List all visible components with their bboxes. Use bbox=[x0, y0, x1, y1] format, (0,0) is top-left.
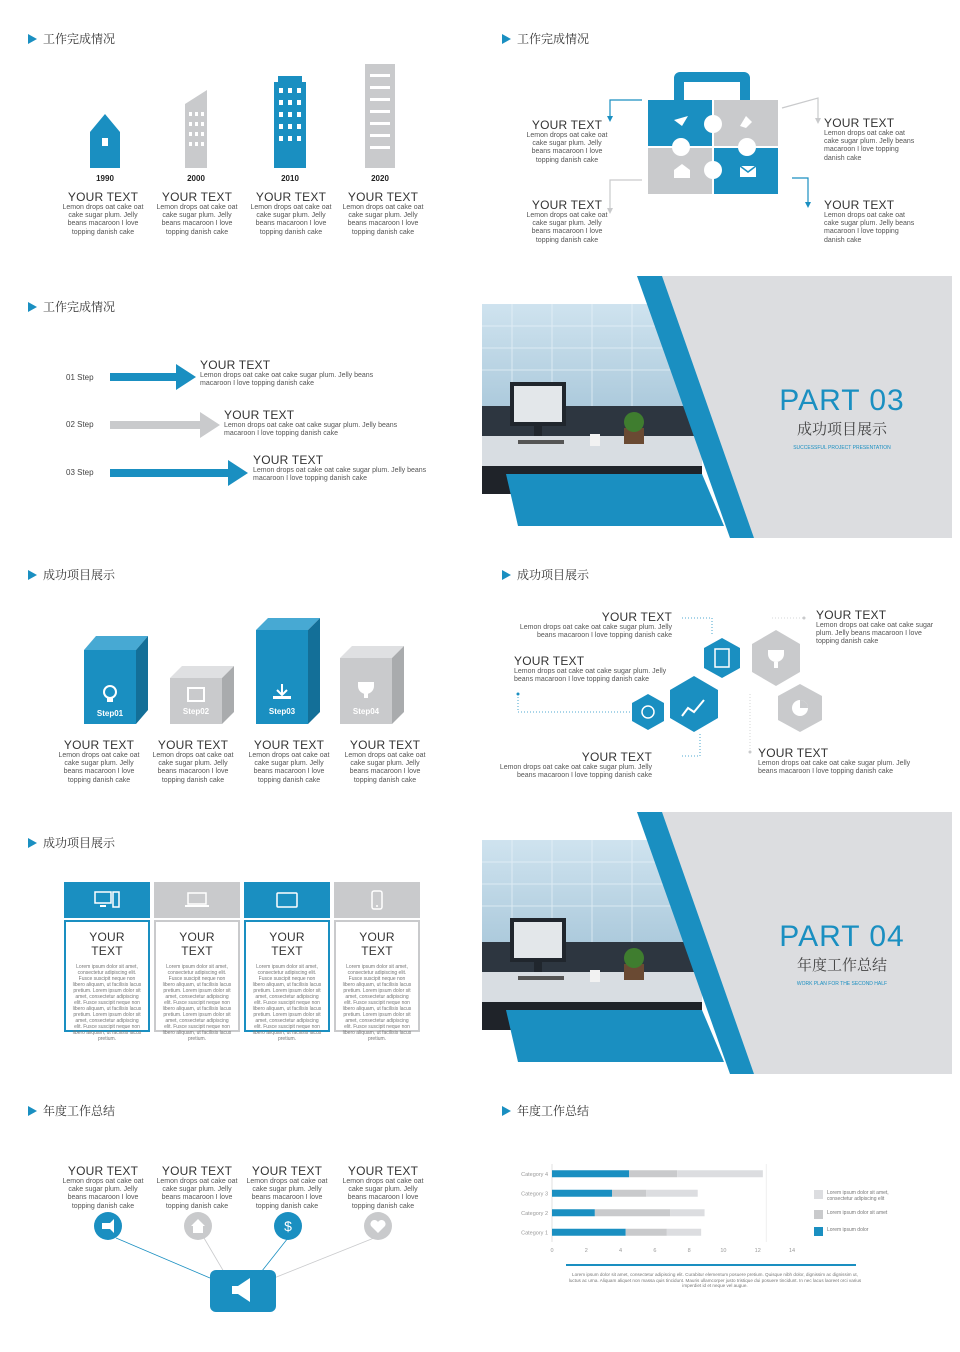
slide-project-cubes bbox=[8, 544, 478, 806]
heading-marker-icon bbox=[28, 570, 37, 580]
heading-marker-icon bbox=[28, 302, 37, 312]
part-english-subtitle: WORK PLAN FOR THE SECOND HALF bbox=[796, 981, 888, 987]
card-phone: YOUR TEXT Lorem ipsum dolor sit amet, consectetur adipiscing elit. Fusce suscipit neque non libero aliquam, ut facilisis lacus pretium. Lorem ipsum dolor sit amet, consectetur adipiscing elit. Fusce suscipit neque non libero aliquam, ut facilisis lacus pretium. Lorem ipsum dolor sit amet, consectetur adipiscing elit. Fusce suscipit neque non libero aliquam, ut facilisis lacus pretium. bbox=[334, 882, 420, 1032]
building-medium-icon bbox=[185, 90, 207, 168]
text-block: YOUR TEXT Lemon drops oat cake oat cake sugar plum. Jelly beans macaroon I love topping danish cake bbox=[499, 750, 652, 780]
text-block: YOUR TEXT Lemon drops oat cake oat cake sugar plum. Jelly beans macaroon I love topping danish cake bbox=[156, 190, 238, 236]
step-label: 03 Step bbox=[66, 468, 94, 477]
text-block: YOUR TEXT Lemon drops oat cake oat cake sugar plum. Jelly beans macaroon I love topping danish cake bbox=[526, 198, 608, 244]
category-label: Category 1 bbox=[521, 1230, 548, 1237]
legend-item bbox=[814, 1190, 904, 1202]
text-block: YOUR TEXT Lemon drops oat cake oat cake sugar plum. Jelly beans macaroon I love topping danish cake bbox=[62, 1164, 144, 1210]
year-label: 2010 bbox=[281, 174, 299, 183]
text-block: YOUR TEXT Lemon drops oat cake oat cake sugar plum. Jelly beans macaroon I love topping danish cake bbox=[824, 198, 915, 244]
building-tall-icon bbox=[274, 76, 306, 168]
x-tick-label: 2 bbox=[584, 1248, 588, 1254]
svg-text:$: $ bbox=[284, 1218, 292, 1234]
text-block: YOUR TEXT Lemon drops oat cake oat cake sugar plum. Jelly beans macaroon I love topping danish cake bbox=[156, 1164, 238, 1210]
bar-segment bbox=[612, 1190, 646, 1197]
desktop-computer-icon bbox=[94, 890, 120, 910]
bar-segment bbox=[552, 1229, 626, 1236]
x-tick-label: 0 bbox=[550, 1248, 554, 1254]
year-label: 2020 bbox=[371, 174, 389, 183]
slide-part-04 bbox=[482, 812, 952, 1074]
text-block: YOUR TEXT Lemon drops oat cake oat cake sugar plum. Jelly beans macaroon I love topping danish cake bbox=[824, 116, 915, 162]
x-tick-label: 14 bbox=[788, 1248, 796, 1254]
slide-heading: 年度工作总结 bbox=[28, 1102, 115, 1119]
building-skyscraper-icon bbox=[365, 64, 395, 168]
legend-swatch bbox=[814, 1227, 823, 1236]
stacked-bar-chart bbox=[512, 1158, 802, 1258]
card-laptop: YOUR TEXT Lorem ipsum dolor sit amet, consectetur adipiscing elit. Fusce suscipit neque non libero aliquam, ut facilisis lacus pretium. Lorem ipsum dolor sit amet, consectetur adipiscing elit. Fusce suscipit neque non libero aliquam, ut facilisis lacus pretium. Lorem ipsum dolor sit amet, consectetur adipiscing elit. Fusce suscipit neque non libero aliquam, ut facilisis lacus pretium. bbox=[154, 882, 240, 1032]
cube-label: Step03 bbox=[268, 707, 296, 716]
laptop-icon bbox=[184, 891, 210, 909]
year-label: 2000 bbox=[187, 174, 205, 183]
heading-marker-icon bbox=[28, 34, 37, 44]
slide-summary-hub bbox=[8, 1080, 478, 1342]
card-desktop: YOUR TEXT Lorem ipsum dolor sit amet, consectetur adipiscing elit. Fusce suscipit neque non libero aliquam, ut facilisis lacus pretium. Lorem ipsum dolor sit amet, consectetur adipiscing elit. Fusce suscipit neque non libero aliquam, ut facilisis lacus pretium. Lorem ipsum dolor sit amet, consectetur adipiscing elit. Fusce suscipit neque non libero aliquam, ut facilisis lacus pretium. bbox=[64, 882, 150, 1032]
text-block: YOUR TEXT Lemon drops oat cake oat cake sugar plum. Jelly beans macaroon I love topping danish cake bbox=[62, 190, 144, 236]
part-chinese-title: 成功项目展示 bbox=[796, 421, 887, 438]
step-label: 02 Step bbox=[66, 420, 94, 429]
text-block: YOUR TEXT Lemon drops oat cake oat cake sugar plum. Jelly beans macaroon I love topping danish cake bbox=[519, 610, 672, 640]
part-title-block bbox=[772, 920, 912, 987]
cube-label: Step04 bbox=[352, 707, 380, 716]
part-title-block bbox=[772, 384, 912, 451]
text-block: YOUR TEXT Lemon drops oat cake oat cake sugar plum. Jelly beans macaroon I love topping danish cake bbox=[816, 608, 934, 646]
text-block: YOUR TEXT Lemon drops oat cake oat cake sugar plum. Jelly beans macaroon I love topping danish cake bbox=[342, 1164, 424, 1210]
x-tick-label: 6 bbox=[653, 1248, 657, 1254]
text-block: YOUR TEXT Lemon drops oat cake oat cake sugar plum. Jelly beans macaroon I love topping danish cake bbox=[58, 738, 140, 784]
bar-segment bbox=[626, 1229, 667, 1236]
slide-part-03 bbox=[482, 276, 952, 538]
heading-marker-icon bbox=[28, 838, 37, 848]
slide-project-cards bbox=[8, 812, 478, 1074]
slide-summary-chart bbox=[482, 1080, 952, 1342]
slide-work-steps bbox=[8, 276, 478, 538]
bar-segment bbox=[552, 1190, 612, 1197]
text-block: YOUR TEXT Lemon drops oat cake oat cake sugar plum. Jelly beans macaroon I love topping danish cake bbox=[253, 453, 427, 483]
bar-segment bbox=[552, 1209, 595, 1216]
text-block: YOUR TEXT Lemon drops oat cake oat cake sugar plum. Jelly beans macaroon I love topping danish cake bbox=[342, 190, 424, 236]
bar-segment bbox=[629, 1170, 677, 1177]
card-tablet: YOUR TEXT Lorem ipsum dolor sit amet, consectetur adipiscing elit. Fusce suscipit neque non libero aliquam, ut facilisis lacus pretium. Lorem ipsum dolor sit amet, consectetur adipiscing elit. Fusce suscipit neque non libero aliquam, ut facilisis lacus pretium. Lorem ipsum dolor sit amet, consectetur adipiscing elit. Fusce suscipit neque non libero aliquam, ut facilisis lacus pretium. bbox=[244, 882, 330, 1032]
bar-segment bbox=[646, 1190, 697, 1197]
slide-heading: 成功项目展示 bbox=[28, 566, 115, 583]
x-tick-label: 4 bbox=[619, 1248, 623, 1254]
heading-marker-icon bbox=[502, 1106, 511, 1116]
bar-segment bbox=[670, 1209, 704, 1216]
text-block: YOUR TEXT Lemon drops oat cake oat cake sugar plum. Jelly beans macaroon I love topping danish cake bbox=[250, 190, 332, 236]
cube-label: Step02 bbox=[182, 707, 210, 716]
bar-segment bbox=[677, 1170, 763, 1177]
part-number: PART 04 bbox=[779, 920, 905, 953]
slide-heading: 工作完成情况 bbox=[28, 30, 115, 47]
bar-segment bbox=[667, 1229, 701, 1236]
text-block: YOUR TEXT Lemon drops oat cake oat cake sugar plum. Jelly beans macaroon I love topping danish cake bbox=[758, 746, 911, 776]
category-label: Category 3 bbox=[521, 1191, 548, 1198]
step-arrow-blue bbox=[110, 364, 196, 390]
mobile-phone-icon bbox=[370, 890, 384, 910]
cube-step02 bbox=[170, 664, 234, 726]
bar-segment bbox=[552, 1170, 629, 1177]
slide-heading: 工作完成情况 bbox=[502, 30, 589, 47]
legend-swatch bbox=[814, 1190, 823, 1199]
legend-swatch bbox=[814, 1210, 823, 1219]
step-arrow-gray bbox=[110, 412, 220, 438]
slide-heading: 年度工作总结 bbox=[502, 1102, 589, 1119]
hub-connectors bbox=[8, 1080, 478, 1342]
step-label: 01 Step bbox=[66, 373, 94, 382]
slide-work-briefcase bbox=[482, 8, 952, 270]
category-label: Category 4 bbox=[521, 1171, 548, 1178]
text-block: YOUR TEXT Lemon drops oat cake oat cake sugar plum. Jelly beans macaroon I love topping danish cake bbox=[248, 738, 330, 784]
cube-label: Step01 bbox=[96, 709, 124, 718]
part-chinese-title: 年度工作总结 bbox=[796, 957, 887, 974]
part-english-subtitle: SUCCESSFUL PROJECT PRESENTATION bbox=[793, 445, 891, 451]
slide-project-hexagons bbox=[482, 544, 952, 806]
building-small-icon bbox=[90, 114, 120, 168]
slide-heading: 成功项目展示 bbox=[502, 566, 589, 583]
category-label: Category 2 bbox=[521, 1210, 548, 1217]
x-tick-label: 12 bbox=[754, 1248, 761, 1254]
x-tick-label: 10 bbox=[720, 1248, 727, 1254]
x-tick-label: 8 bbox=[687, 1248, 691, 1254]
text-block: YOUR TEXT Lemon drops oat cake oat cake sugar plum. Jelly beans macaroon I love topping danish cake bbox=[224, 408, 398, 438]
legend-label: Lorem ipsum dolor bbox=[827, 1227, 869, 1233]
slide-heading: 成功项目展示 bbox=[28, 834, 115, 851]
chart-caption: Lorem ipsum dolor sit amet, consectetur adipiscing elit. Curabitur elementum posuere pretium. Quisque nibh dolor, dignissim ac dignissim ut, luctus ac urna. Aliquam aliquet non massa quis tincidunt. Mauris ullamcorper justo tristique dui posuere tincidunt. In nec lacus laoreet orci varius imperdiet id et neque vel augue. bbox=[568, 1272, 862, 1289]
chart-underline bbox=[566, 1264, 856, 1266]
text-block: YOUR TEXT Lemon drops oat cake oat cake sugar plum. Jelly beans macaroon I love topping danish cake bbox=[344, 738, 426, 784]
text-block: YOUR TEXT Lemon drops oat cake oat cake sugar plum. Jelly beans macaroon I love topping danish cake bbox=[200, 358, 374, 388]
text-block: YOUR TEXT Lemon drops oat cake oat cake sugar plum. Jelly beans macaroon I love topping danish cake bbox=[246, 1164, 328, 1210]
tablet-icon bbox=[276, 891, 298, 909]
text-block: YOUR TEXT Lemon drops oat cake oat cake sugar plum. Jelly beans macaroon I love topping danish cake bbox=[526, 118, 608, 164]
year-label: 1990 bbox=[96, 174, 114, 183]
chart-legend bbox=[814, 1190, 904, 1244]
part-number: PART 03 bbox=[779, 384, 905, 417]
step-arrow-blue bbox=[110, 460, 248, 486]
bar-segment bbox=[595, 1209, 670, 1216]
slide-work-timeline bbox=[8, 8, 478, 270]
text-block: YOUR TEXT Lemon drops oat cake oat cake sugar plum. Jelly beans macaroon I love topping danish cake bbox=[514, 654, 667, 684]
legend-item bbox=[814, 1210, 904, 1219]
text-block: YOUR TEXT Lemon drops oat cake oat cake sugar plum. Jelly beans macaroon I love topping danish cake bbox=[152, 738, 234, 784]
legend-item bbox=[814, 1227, 904, 1236]
slide-heading: 工作完成情况 bbox=[28, 298, 115, 315]
legend-label: Lorem ipsum dolor sit amet, consectetur adipiscing elit bbox=[827, 1190, 889, 1202]
legend-label: Lorem ipsum dolor sit amet bbox=[827, 1210, 888, 1216]
